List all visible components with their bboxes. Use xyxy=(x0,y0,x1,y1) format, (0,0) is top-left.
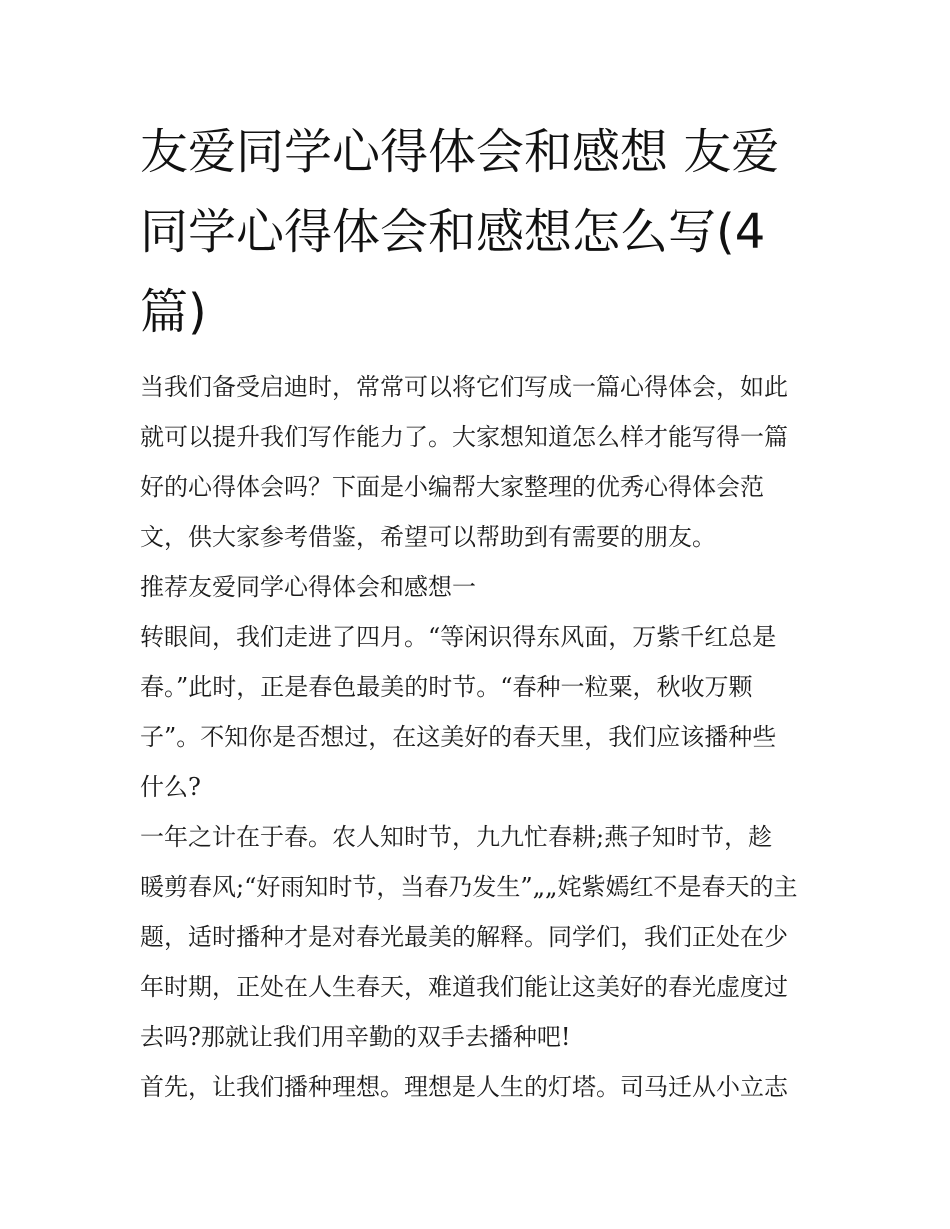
document-title xyxy=(140,112,812,352)
section-heading xyxy=(140,562,812,612)
text-line: 文，供大家参考借鉴，希望可以帮助到有需要的朋友。 xyxy=(140,523,716,551)
body-paragraph xyxy=(140,812,812,1062)
text-line: 子”。不知你是否想过，在这美好的春天里，我们应该播种些 xyxy=(140,723,777,751)
document-page xyxy=(140,112,812,1112)
text-line: 春。”此时，正是春色最美的时节。“春种一粒粟，秋收万颗 xyxy=(140,673,753,701)
text-line: 题，适时播种才是对春光最美的解释。同学们，我们正处在少 xyxy=(140,923,788,951)
body-paragraph xyxy=(140,612,812,812)
text-line: 一年之计在于春。农人知时节，九九忙春耕;燕子知时节，趁 xyxy=(140,823,773,851)
document-body xyxy=(140,362,812,1112)
text-line: 好的心得体会吗？下面是小编帮大家整理的优秀心得体会范 xyxy=(140,473,764,501)
text-line: 当我们备受启迪时，常常可以将它们写成一篇心得体会，如此 xyxy=(140,373,788,401)
intro-paragraph xyxy=(140,362,812,562)
text-line: 首先，让我们播种理想。理想是人生的灯塔。司马迁从小立志 xyxy=(140,1073,788,1101)
text-line: 转眼间，我们走进了四月。“等闲识得东风面，万紫千红总是 xyxy=(140,623,777,651)
title-line: 同学心得体会和感想怎么写(4 xyxy=(140,204,766,260)
text-line: 暖剪春风;“好雨知时节，当春乃发生”„„姹紫嫣红不是春天的主 xyxy=(140,873,798,901)
text-line: 就可以提升我们写作能力了。大家想知道怎么样才能写得一篇 xyxy=(140,423,788,451)
title-line: 友爱同学心得体会和感想 友爱 xyxy=(140,124,780,180)
text-line: 什么? xyxy=(140,773,201,801)
text-line: 去吗?那就让我们用辛勤的双手去播种吧! xyxy=(140,1023,571,1051)
title-line: 篇) xyxy=(140,284,207,340)
text-line: 年时期，正处在人生春天，难道我们能让这美好的春光虚度过 xyxy=(140,973,788,1001)
body-paragraph xyxy=(140,1062,812,1112)
text-line: 推荐友爱同学心得体会和感想一 xyxy=(140,573,476,601)
